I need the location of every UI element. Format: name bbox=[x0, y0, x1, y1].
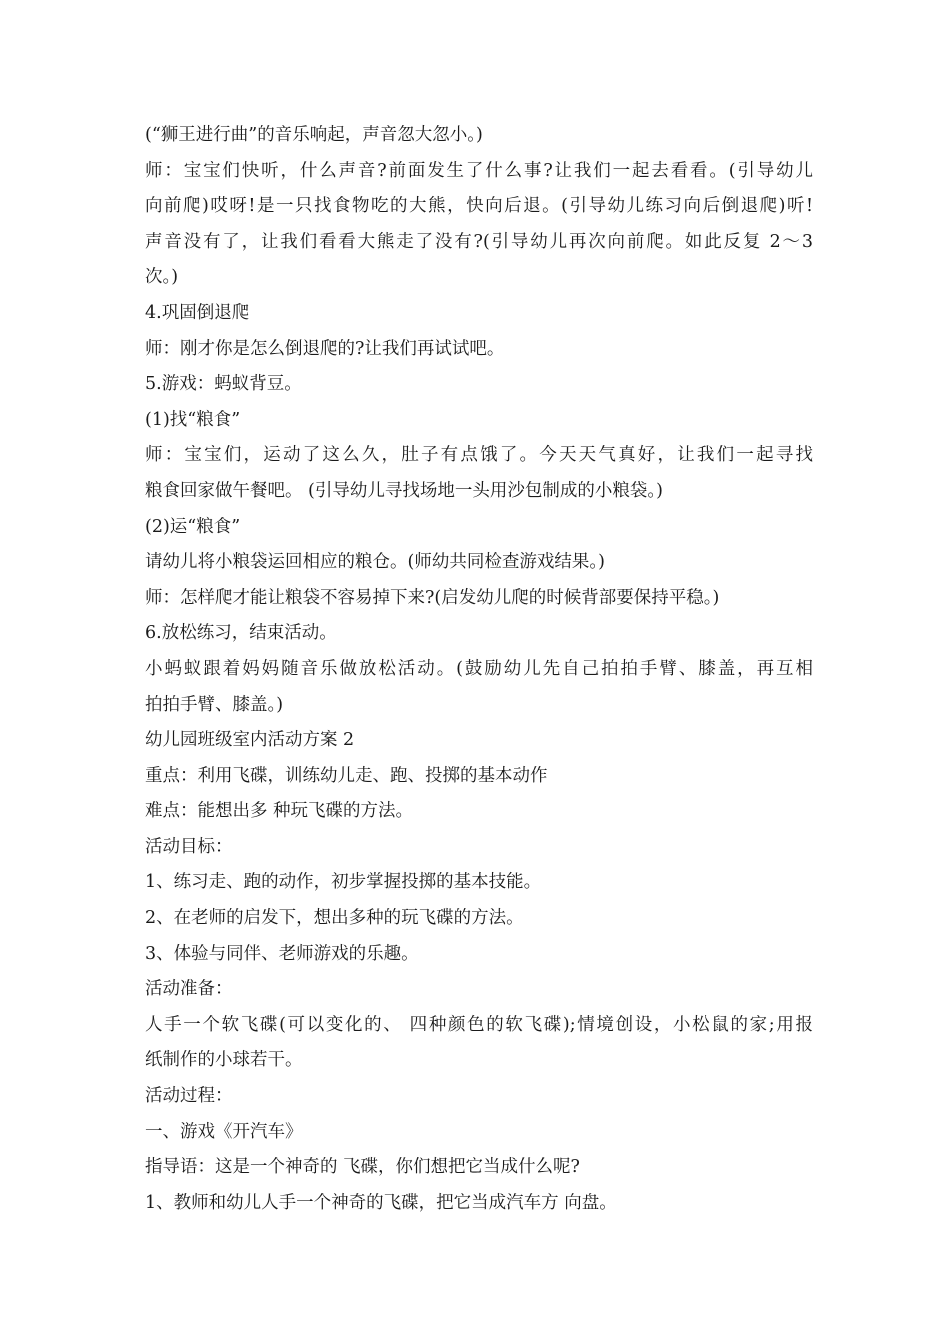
section-heading: 5.游戏：蚂蚁背豆。 bbox=[145, 374, 302, 395]
document-body bbox=[145, 118, 813, 1221]
subsection-heading: 一、游戏《开汽车》 bbox=[145, 1121, 303, 1142]
text-line: 指导语：这是一个神奇的 飞碟，你们想把它当成什么呢? bbox=[145, 1157, 580, 1178]
text-line: 师：怎样爬才能让粮袋不容易掉下来?(启发幼儿爬的时候背部要保持平稳。) bbox=[145, 587, 720, 608]
text-line: 粮食回家做午餐吧。 (引导幼儿寻找场地一头用沙包制成的小粮袋。) bbox=[145, 480, 663, 501]
text-line: 次。) bbox=[145, 267, 179, 288]
section-heading: 活动目标： bbox=[145, 836, 233, 857]
text-line: 声音没有了，让我们看看大熊走了没有?(引导幼儿再次向前爬。如此反复 2～3 bbox=[145, 231, 813, 252]
text-line: (“狮王进行曲”的音乐响起，声音忽大忽小。) bbox=[145, 125, 483, 145]
text-line: 拍拍手臂、膝盖。) bbox=[145, 694, 284, 715]
text-line: 向前爬)哎呀!是一只找食物吃的大熊，快向后退。(引导幼儿练习向后倒退爬)听! bbox=[145, 196, 813, 217]
section-heading: 6.放松练习，结束活动。 bbox=[145, 623, 337, 644]
text-line: 纸制作的小球若干。 bbox=[145, 1050, 303, 1071]
subsection-heading: (2)运“粮食” bbox=[145, 516, 241, 537]
text-line: 小蚂蚁跟着妈妈随音乐做放松活动。(鼓励幼儿先自己拍拍手臂、膝盖，再互相 bbox=[145, 658, 813, 679]
section-heading: 活动过程： bbox=[145, 1086, 233, 1107]
text-line: 难点：能想出多 种玩飞碟的方法。 bbox=[145, 801, 414, 822]
text-line: 师：宝宝们快听，什么声音?前面发生了什么事?让我们一起去看看。(引导幼儿 bbox=[145, 160, 813, 181]
subsection-heading: (1)找“粮食” bbox=[145, 409, 241, 430]
list-item: 1、教师和幼儿人手一个神奇的飞碟，把它当成汽车方 向盘。 bbox=[145, 1192, 617, 1213]
list-item: 3、体验与同伴、老师游戏的乐趣。 bbox=[145, 943, 419, 964]
text-line: 师：宝宝们，运动了这么久，肚子有点饿了。今天天气真好，让我们一起寻找 bbox=[145, 445, 813, 466]
text-line: 请幼儿将小粮袋运回相应的粮仓。(师幼共同检查游戏结果。) bbox=[145, 552, 605, 573]
text-line: 重点：利用飞碟，训练幼儿走、跑、投掷的基本动作 bbox=[145, 765, 548, 786]
section-heading: 活动准备： bbox=[145, 979, 233, 1000]
list-item: 2、在老师的启发下，想出多种的玩飞碟的方法。 bbox=[145, 908, 524, 929]
section-heading: 4.巩固倒退爬 bbox=[145, 302, 250, 323]
text-line: 师：刚才你是怎么倒退爬的?让我们再试试吧。 bbox=[145, 338, 505, 359]
list-item: 1、练习走、跑的动作，初步掌握投掷的基本技能。 bbox=[145, 872, 542, 893]
text-line: 人手一个软飞碟(可以变化的、 四种颜色的软飞碟);情境创设，小松鼠的家;用报 bbox=[145, 1014, 813, 1035]
document-title: 幼儿园班级室内活动方案 2 bbox=[145, 730, 355, 751]
